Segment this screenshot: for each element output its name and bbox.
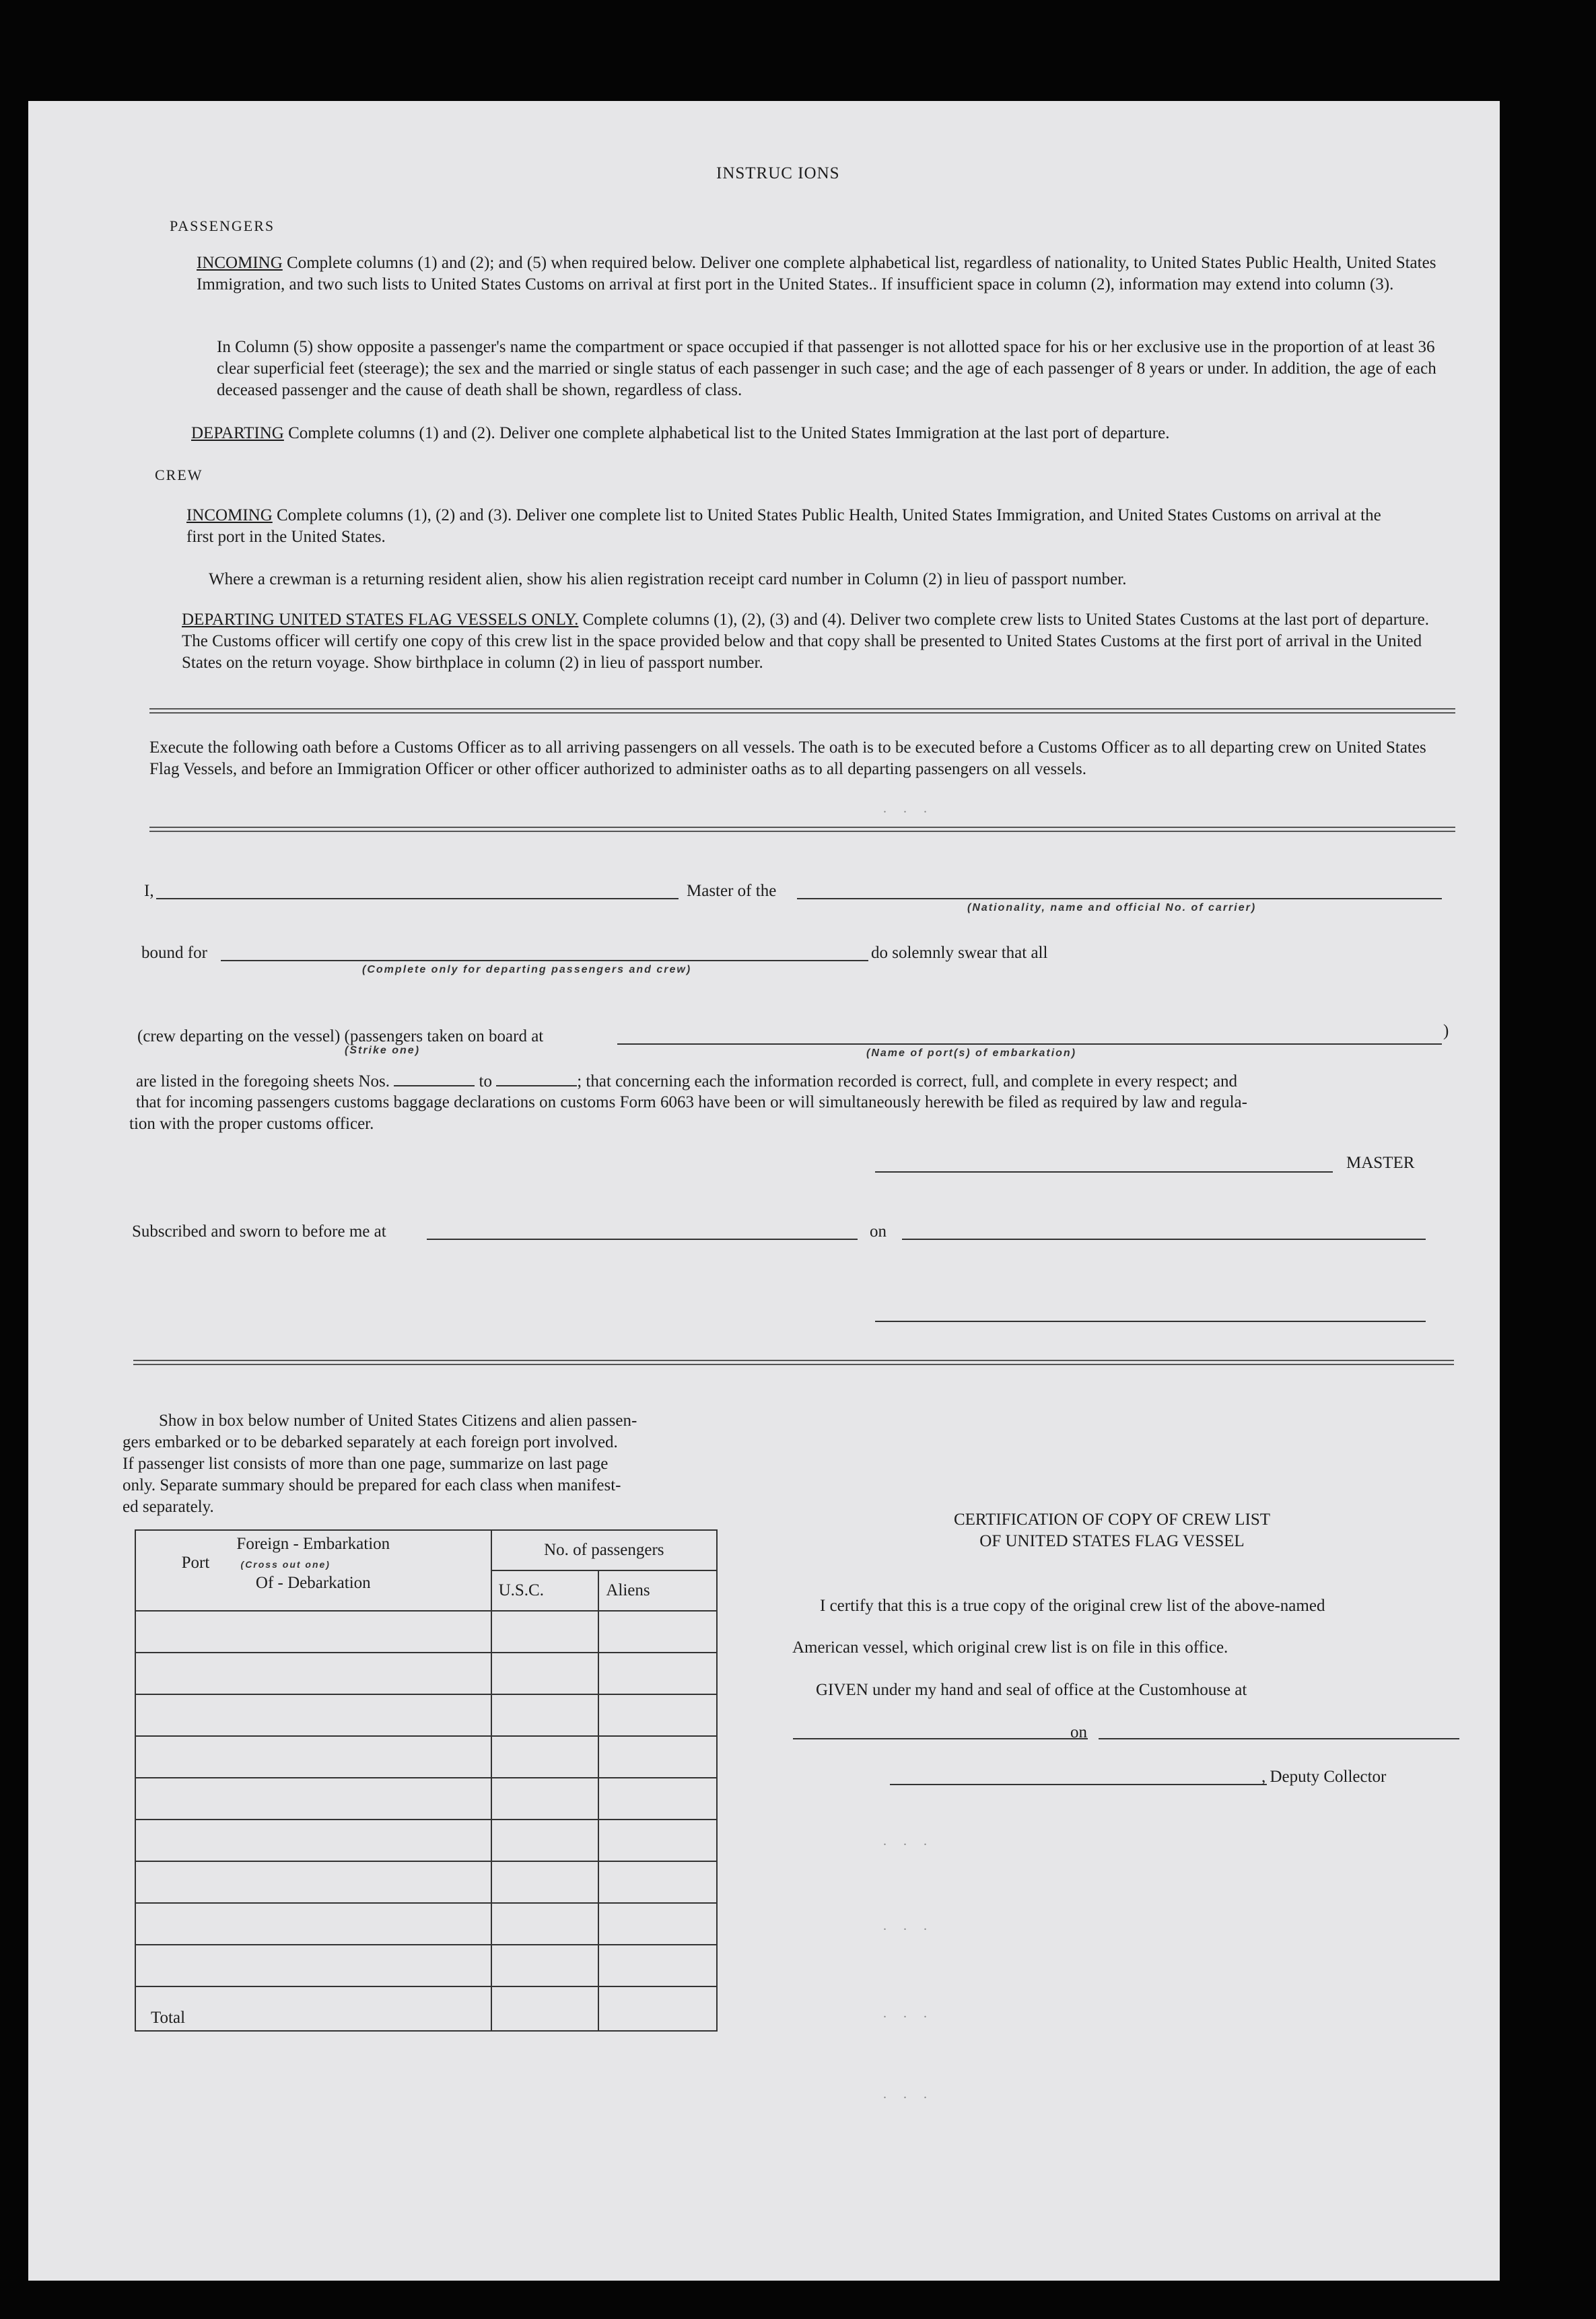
aliens-cell[interactable]	[598, 1653, 717, 1694]
usc-cell[interactable]	[491, 1861, 599, 1903]
listed-text-4: tion with the proper customs officer.	[129, 1115, 374, 1133]
crew-departing-label: DEPARTING UNITED STATES FLAG VESSELS ONLY.	[182, 611, 579, 629]
port-cell[interactable]	[135, 1694, 491, 1736]
sworn-date-field[interactable]	[902, 1239, 1426, 1240]
port-cell[interactable]	[135, 1861, 491, 1903]
bound-for-field[interactable]	[221, 960, 868, 961]
passengers-incoming-label: INCOMING	[197, 254, 283, 272]
certification-on-label: on	[1070, 1723, 1087, 1741]
usc-cell[interactable]	[491, 1903, 599, 1945]
table-row	[135, 1778, 717, 1820]
usc-cell[interactable]	[491, 1778, 599, 1820]
deputy-collector-label: , Deputy Collector	[1261, 1768, 1387, 1786]
certify-line2: American vessel, which original crew list is on file in this office.	[792, 1638, 1228, 1657]
port-header-line3: Of - Debarkation	[255, 1574, 371, 1592]
close-paren: )	[1443, 1022, 1449, 1040]
section-divider	[149, 827, 1455, 832]
certification-title-line2: OF UNITED STATES FLAG VESSEL	[979, 1532, 1245, 1550]
ports-caption: (Name of port(s) of embarkation)	[866, 1047, 1077, 1059]
bound-caption: (Complete only for departing passengers and crew)	[362, 964, 692, 975]
to-label: to	[479, 1072, 492, 1091]
aliens-cell[interactable]	[598, 1820, 717, 1861]
scan-dots: . . .	[883, 2087, 934, 2102]
usc-cell[interactable]	[491, 1736, 599, 1778]
deputy-signature-field[interactable]	[890, 1784, 1267, 1785]
table-row	[135, 1694, 717, 1736]
swear-text: do solemnly swear that all	[871, 944, 1048, 962]
passengers-count-header: No. of passengers	[491, 1530, 717, 1570]
passenger-summary-table	[135, 1529, 718, 2032]
summary-line: only. Separate summary should be prepared for each class when manifest-	[123, 1476, 621, 1494]
port-header-cell	[135, 1530, 491, 1611]
port-header-line1: Foreign - Embarkation	[236, 1535, 390, 1553]
listed-text-3: that for incoming passengers customs baggage declarations on customs Form 6063 have been or will simultaneously herewith be filed as required by law and regula-	[136, 1093, 1247, 1111]
listed-text-2: ; that concerning each the information recorded is correct, full, and complete in every respect; and	[577, 1072, 1238, 1091]
port-cell[interactable]	[135, 1778, 491, 1820]
master-of-label: Master of the	[687, 882, 777, 900]
section-divider	[133, 1360, 1454, 1365]
cross-out-caption: (Cross out one)	[240, 1559, 331, 1570]
passengers-column5-paragraph: In Column (5) show opposite a passenger's name the compartment or space occupied if that passenger is not allotted space for his or her exclusive use in the proportion of at least 36 clear superficial feet (steerage); the sex and the married or single status of each passenger in such case; and the age of each passenger of 8 years or under. In addition, the age of each deceased passenger and the cause of death shall be shown, regardless of class.	[217, 338, 1436, 399]
sheet-from-field[interactable]	[394, 1070, 475, 1086]
usc-cell[interactable]	[491, 1820, 599, 1861]
summary-line: If passenger list consists of more than one page, summarize on last page	[123, 1455, 609, 1473]
sworn-place-field[interactable]	[427, 1239, 858, 1240]
table-row	[135, 1736, 717, 1778]
usc-total-cell[interactable]	[491, 1986, 599, 2031]
listed-paragraph-line1	[136, 1070, 1455, 1093]
aliens-cell[interactable]	[598, 1903, 717, 1945]
oath-i-label: I,	[144, 882, 154, 900]
sheet-to-field[interactable]	[496, 1070, 577, 1086]
passengers-departing-label: DEPARTING	[191, 424, 284, 442]
passengers-incoming-text: Complete columns (1) and (2); and (5) when required below. Deliver one complete alphabetical list, regardless of nationality, to United States Public Health, United States Immigration, and two such lists to United States Customs on arrival at first port in the United States.. If insufficient space in column (2), information may extend into column (3).	[197, 254, 1436, 293]
certify-line1: I certify that this is a true copy of the original crew list of the above-named	[820, 1597, 1325, 1615]
given-text: GIVEN under my hand and seal of office at the Customhouse at	[816, 1681, 1247, 1699]
crew-departing-text: (crew departing on the vessel) (passengers taken on board at	[137, 1027, 544, 1045]
usc-cell[interactable]	[491, 1653, 599, 1694]
crew-resident-paragraph: Where a crewman is a returning resident alien, show his alien registration receipt card number in Column (2) in lieu of passport number.	[209, 570, 1127, 588]
port-cell[interactable]	[135, 1736, 491, 1778]
aliens-total-cell[interactable]	[598, 1986, 717, 2031]
aliens-cell[interactable]	[598, 1778, 717, 1820]
port-label: Port	[181, 1554, 210, 1572]
embarkation-ports-field[interactable]	[617, 1043, 1442, 1045]
table-row	[135, 1861, 717, 1903]
certification-title-line1: CERTIFICATION OF COPY OF CREW LIST	[953, 1511, 1271, 1529]
port-cell[interactable]	[135, 1611, 491, 1653]
crew-incoming-label: INCOMING	[186, 506, 273, 524]
officer-signature-field[interactable]	[875, 1321, 1426, 1322]
port-header-line2	[28, 1554, 484, 1574]
summary-instructions	[123, 1410, 769, 1518]
section-divider	[149, 708, 1455, 714]
table-row	[135, 1611, 717, 1653]
master-label: MASTER	[1346, 1154, 1415, 1172]
port-cell[interactable]	[135, 1945, 491, 1986]
scan-dots: . . .	[883, 2006, 934, 2021]
summary-line: gers embarked or to be debarked separately at each foreign port involved.	[123, 1433, 618, 1451]
sworn-on-label: on	[870, 1222, 887, 1241]
certification-title	[870, 1509, 1354, 1552]
oath-intro-paragraph: Execute the following oath before a Customs Officer as to all arriving passengers on all vessels. The oath is to be executed before a Customs Officer as to all departing crew on United States Flag Vessels, and before an Immigration Officer or other officer authorized to administer oaths as to all departing passengers on all vessels.	[149, 738, 1426, 778]
usc-cell[interactable]	[491, 1945, 599, 1986]
aliens-cell[interactable]	[598, 1694, 717, 1736]
table-row	[135, 1903, 717, 1945]
total-row	[135, 1986, 717, 2031]
document-page	[28, 101, 1500, 2281]
usc-cell[interactable]	[491, 1611, 599, 1653]
port-cell[interactable]	[135, 1903, 491, 1945]
listed-text-1: are listed in the foregoing sheets Nos.	[136, 1072, 390, 1091]
instructions-title: INSTRUC IONS	[716, 164, 840, 182]
table-row	[135, 1945, 717, 1986]
scan-dots: . . .	[883, 1918, 934, 1933]
crew-incoming-paragraph	[186, 505, 1412, 548]
carrier-caption: (Nationality, name and official No. of carrier)	[967, 902, 1257, 913]
strike-caption: (Strike one)	[345, 1045, 421, 1056]
table-row	[135, 1820, 717, 1861]
aliens-cell[interactable]	[598, 1861, 717, 1903]
subscribed-label: Subscribed and sworn to before me at	[132, 1222, 386, 1241]
aliens-header: Aliens	[598, 1570, 717, 1611]
passengers-departing-paragraph	[191, 423, 1470, 444]
scan-dots: . . .	[883, 1834, 934, 1848]
crew-departing-paragraph	[182, 609, 1454, 674]
summary-line: ed separately.	[123, 1498, 214, 1516]
aliens-cell[interactable]	[598, 1736, 717, 1778]
passengers-incoming-paragraph	[197, 252, 1449, 296]
aliens-cell[interactable]	[598, 1945, 717, 1986]
certification-date-field[interactable]	[1099, 1738, 1459, 1739]
aliens-cell[interactable]	[598, 1611, 717, 1653]
passengers-heading: PASSENGERS	[170, 217, 275, 234]
scan-dots: . . .	[883, 801, 934, 816]
summary-line: Show in box below number of United States Citizens and alien passen-	[159, 1412, 637, 1430]
usc-header: U.S.C.	[491, 1570, 599, 1611]
master-signature-field[interactable]	[875, 1171, 1333, 1173]
port-cell[interactable]	[135, 1653, 491, 1694]
port-cell[interactable]	[135, 1820, 491, 1861]
customhouse-field[interactable]	[793, 1738, 1088, 1739]
crew-departing-text: Complete columns (1), (2), (3) and (4). Deliver two complete crew lists to United States Customs at the last port of departure. The Customs officer will certify one copy of this crew list in the space provided below and that copy shall be presented to United States Customs at the first port of arrival in the United States on the return voyage. Show birthplace in column (2) in lieu of passport number.	[182, 611, 1430, 672]
bound-for-label: bound for	[141, 944, 207, 962]
master-name-field[interactable]	[156, 898, 679, 899]
table-row	[135, 1653, 717, 1694]
crew-heading: CREW	[155, 466, 203, 483]
usc-cell[interactable]	[491, 1694, 599, 1736]
carrier-field[interactable]	[797, 898, 1442, 899]
passengers-departing-text: Complete columns (1) and (2). Deliver one complete alphabetical list to the United States Immigration at the last port of departure.	[288, 424, 1170, 442]
total-label: Total	[135, 1986, 491, 2031]
crew-incoming-text: Complete columns (1), (2) and (3). Deliver one complete list to United States Public Health, United States Immigration, and United States Customs on arrival at the first port in the United States.	[186, 506, 1381, 546]
